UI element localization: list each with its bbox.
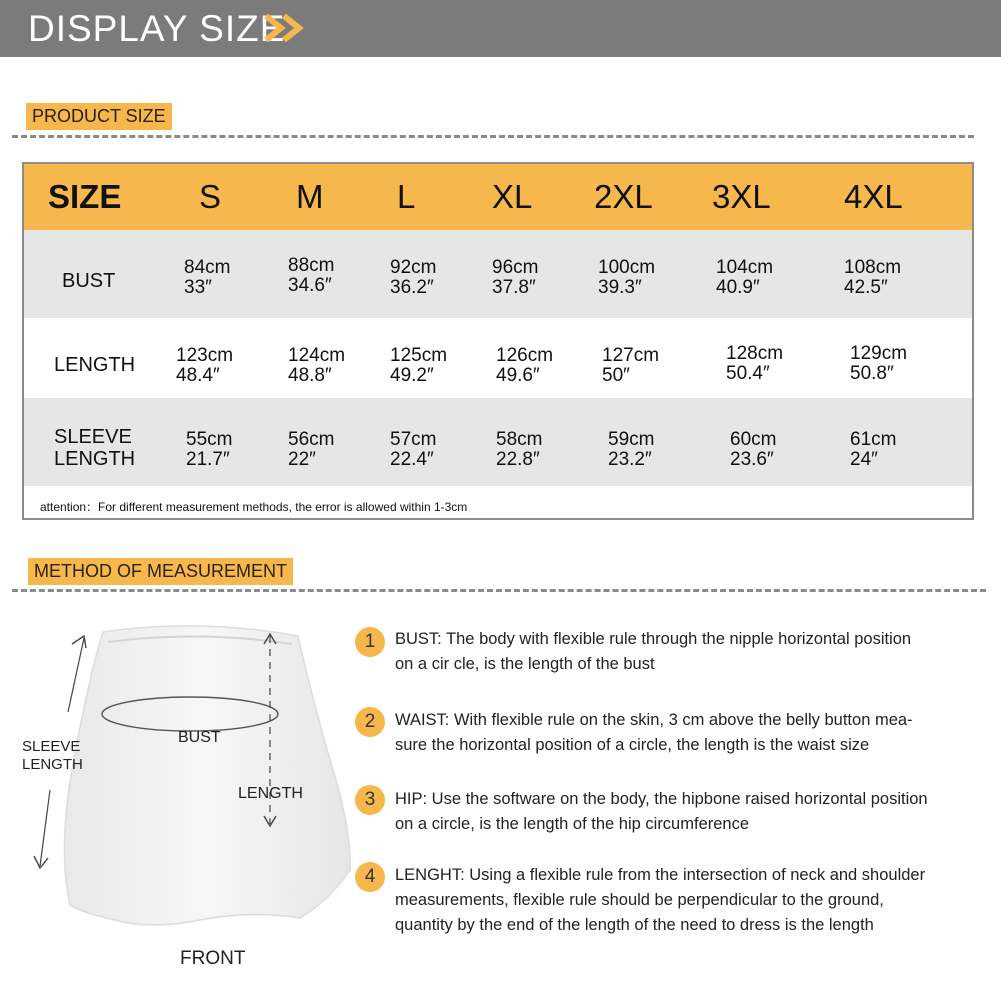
table-row-sleeve-length [24,398,972,486]
step-number-2: 2 [355,707,385,737]
table-cell: 123cm 48.4″ [176,345,234,386]
size-m: M [296,178,324,215]
table-cell: 100cm 39.3″ [598,257,656,298]
method-bust: BUST: The body with flexible rule through the nipple horizontal position on a cir cle, is the length of the bust [395,630,912,673]
row-label-sleeve-length: SLEEVE LENGTH [54,426,136,470]
size-l: L [397,178,416,215]
table-cell: 125cm 49.2″ [390,345,448,386]
table-cell: 128cm 50.4″ [726,343,784,384]
table-cell: 96cm 37.8″ [492,257,539,298]
table-cell: 92cm 36.2″ [390,257,437,298]
size-4xl: 4XL [844,178,903,215]
table-cell: 108cm 42.5″ [844,257,902,298]
step-number-1: 1 [355,627,385,657]
size-s: S [199,178,222,215]
divider [12,135,974,138]
size-table [22,162,974,520]
table-cell: 61cm 24″ [850,429,897,470]
table-cell: 57cm 22.4″ [390,429,437,470]
figure-front-label: FRONT [180,948,246,969]
attention-note: attention：For different measurement methods, the error is allowed within 1-3cm [40,500,468,514]
row-label-length: LENGTH [54,354,136,376]
table-cell: 59cm 23.2″ [608,429,655,470]
table-header-row [24,164,972,230]
table-cell: 56cm 22″ [288,429,335,470]
table-cell: 129cm 50.8″ [850,343,908,384]
size-2xl: 2XL [594,178,653,215]
banner-title: DISPLAY SIZE [28,8,286,49]
table-cell: 60cm 23.6″ [730,429,777,470]
method-hip: HIP: Use the software on the body, the hipbone raised horizontal position on a circle, is the length of the hip circumference [395,790,928,833]
size-xl: XL [492,178,533,215]
method-waist: WAIST: With flexible rule on the skin, 3 cm above the belly button mea- sure the horizontal position of a circle, the length is the waist size [395,711,913,754]
method-label: METHOD OF MEASUREMENT [28,558,293,585]
table-cell: 55cm 21.7″ [186,429,233,470]
table-row-length [24,318,972,398]
table-cell: 127cm 50″ [602,345,660,386]
step-number-4: 4 [355,862,385,892]
size-3xl: 3XL [712,178,771,215]
table-cell: 104cm 40.9″ [716,257,774,298]
double-chevron-right-icon [262,13,308,43]
figure-length-label: LENGTH [238,785,303,802]
table-cell: 58cm 22.8″ [496,429,543,470]
divider [12,589,986,592]
table-cell: 88cm 34.6″ [288,255,335,296]
product-size-label: PRODUCT SIZE [26,103,172,130]
row-label-bust: BUST [62,270,116,292]
table-cell: 124cm 48.8″ [288,345,346,386]
table-cell: 84cm 33″ [184,257,231,298]
method-length: LENGHT: Using a flexible rule from the intersection of neck and shoulder measurements, flexible rule should be perpendicular to the ground, quantity by the end of the length of the need to dress is the length [395,866,926,934]
figure-sleeve-length-label: SLEEVE LENGTH [22,738,83,773]
table-row-bust [24,230,972,318]
size-header: SIZE [48,178,122,215]
table-cell: 126cm 49.6″ [496,345,554,386]
step-number-3: 3 [355,785,385,815]
display-size-banner [0,0,1001,57]
figure-bust-label: BUST [178,729,221,746]
